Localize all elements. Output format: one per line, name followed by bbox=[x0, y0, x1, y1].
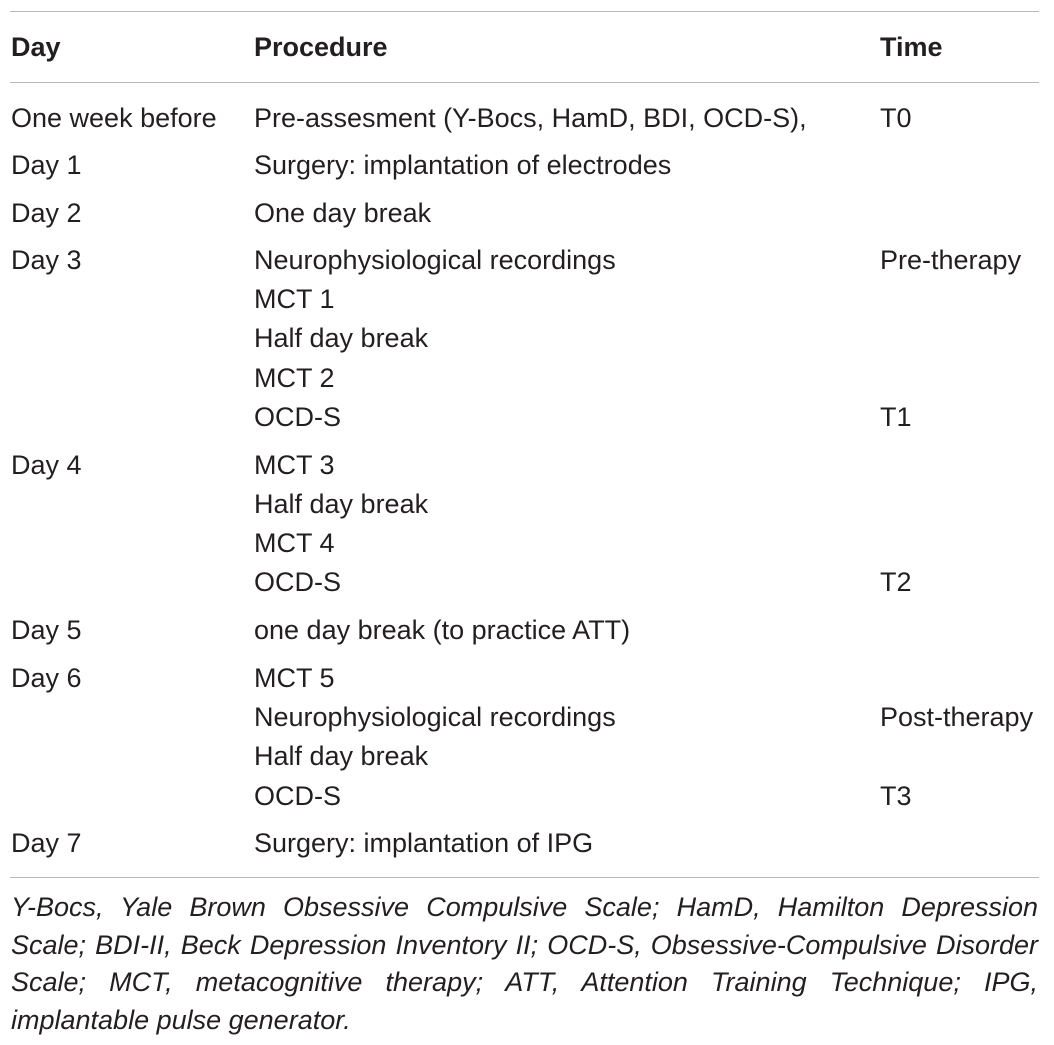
cell-procedure: OCD-S bbox=[254, 402, 341, 432]
cell-day: Day 4 bbox=[11, 450, 82, 480]
cell-procedure: MCT 2 bbox=[254, 363, 335, 393]
cell-procedure: Surgery: implantation of electrodes bbox=[254, 150, 672, 180]
cell-day: Day 1 bbox=[11, 150, 82, 180]
header-procedure: Procedure bbox=[254, 32, 388, 62]
cell-time: T1 bbox=[880, 402, 912, 432]
cell-time: T3 bbox=[880, 781, 912, 811]
cell-day: Day 3 bbox=[11, 245, 82, 275]
cell-time: Pre-therapy bbox=[880, 245, 1022, 275]
cell-procedure: OCD-S bbox=[254, 567, 341, 597]
cell-day: Day 7 bbox=[11, 828, 82, 858]
header-day: Day bbox=[11, 32, 61, 62]
cell-procedure: Neurophysiological recordings bbox=[254, 702, 616, 732]
cell-procedure: MCT 5 bbox=[254, 663, 335, 693]
cell-day: Day 2 bbox=[11, 198, 82, 228]
table-header-rule bbox=[10, 82, 1039, 83]
cell-procedure: Half day break bbox=[254, 323, 429, 353]
cell-procedure: Neurophysiological recordings bbox=[254, 245, 616, 275]
cell-procedure: Half day break bbox=[254, 489, 429, 519]
cell-procedure: MCT 4 bbox=[254, 528, 335, 558]
cell-procedure: MCT 3 bbox=[254, 450, 335, 480]
cell-time: T0 bbox=[880, 103, 912, 133]
cell-procedure: one day break (to practice ATT) bbox=[254, 615, 631, 645]
header-time: Time bbox=[880, 32, 943, 62]
cell-day: One week before bbox=[11, 103, 217, 133]
cell-procedure: One day break bbox=[254, 198, 432, 228]
cell-procedure: Pre-assesment (Y-Bocs, HamD, BDI, OCD-S), bbox=[254, 103, 807, 133]
cell-procedure: Surgery: implantation of IPG bbox=[254, 828, 594, 858]
cell-procedure: OCD-S bbox=[254, 781, 341, 811]
cell-time: Post-therapy bbox=[880, 702, 1034, 732]
cell-day: Day 6 bbox=[11, 663, 82, 693]
table-footnote: Y-Bocs, Yale Brown Obsessive Compulsive Scale; HamD, Hamilton Depression Scale; BDI-II, Beck Depression Inventory II; OCD-S, Obsessive-Compulsive Disorder Scale; MCT, metacognitive therapy; ATT, Attention Training Technique; IPG, implantable pulse generator. bbox=[11, 892, 1038, 1035]
table-top-rule bbox=[10, 11, 1039, 12]
cell-procedure: MCT 1 bbox=[254, 284, 335, 314]
cell-procedure: Half day break bbox=[254, 741, 429, 771]
cell-time: T2 bbox=[880, 567, 912, 597]
cell-day: Day 5 bbox=[11, 615, 82, 645]
table-bottom-rule bbox=[10, 877, 1039, 878]
